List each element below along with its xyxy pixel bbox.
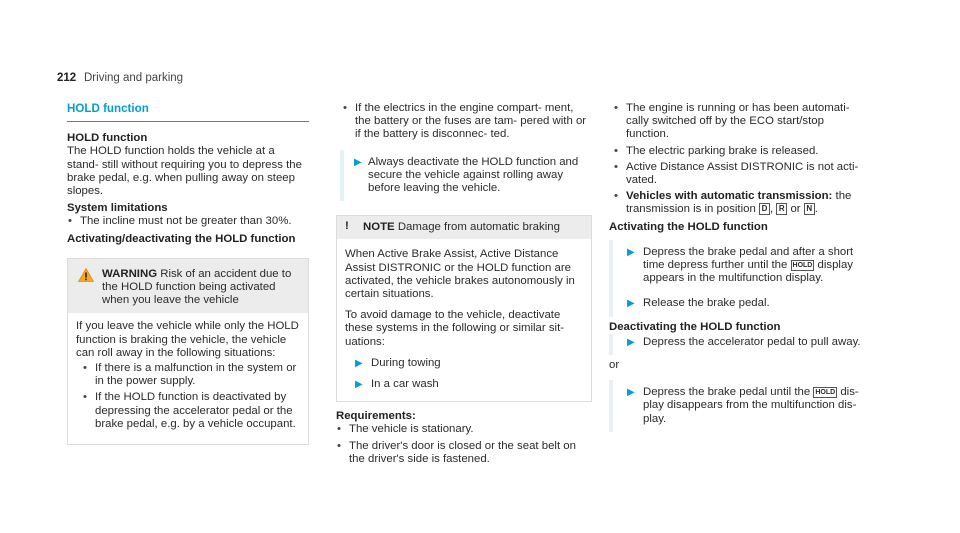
step-item xyxy=(345,357,583,370)
step-arrow-icon: ▶ xyxy=(355,357,363,369)
step-item xyxy=(345,378,583,391)
or-text: or xyxy=(609,359,620,372)
step-arrow-icon: ▶ xyxy=(627,387,635,399)
step-text: Depress the accelerator pedal to pull away. xyxy=(643,335,861,348)
list-item: • If there is a malfunction in the system or in the power supply. xyxy=(82,362,300,388)
list-item: • Active Distance Assist DISTRONIC is not acti- vated. xyxy=(613,161,865,187)
gear-r-icon: R xyxy=(776,203,787,215)
step-arrow-icon: ▶ xyxy=(627,298,635,310)
list-item: • The vehicle is stationary. xyxy=(336,423,592,436)
limits-list xyxy=(67,215,309,228)
requirements-heading: Requirements: xyxy=(336,410,416,423)
list-item: • The incline must not be greater than 30%. xyxy=(67,215,309,228)
column-1 xyxy=(67,102,309,445)
section-title: HOLD function xyxy=(67,102,309,122)
step-text: During towing xyxy=(371,356,441,369)
step-bar xyxy=(609,240,865,317)
note-text: Damage from automatic braking xyxy=(397,221,560,234)
step-item xyxy=(613,297,865,310)
continued-list xyxy=(342,102,592,142)
list-item xyxy=(613,190,865,216)
hold-display-icon: HOLD xyxy=(792,262,813,270)
warning-body-text: If you leave the vehicle while only the HOLD function is braking the vehicle, the vehicle can roll away in the following situations: xyxy=(76,320,299,359)
step-text: Release the brake pedal. xyxy=(643,297,770,310)
note-body-text: When Active Brake Assist, Active Distance Assist DISTRONIC or the HOLD function are activated, the vehicle brakes autonomously in certain situations. xyxy=(345,248,575,301)
warning-list xyxy=(82,362,300,431)
page-header-title: Driving and parking xyxy=(84,72,184,84)
note-label: NOTE xyxy=(363,221,395,234)
step-item xyxy=(613,246,865,286)
activating-hold-heading: Activating the HOLD function xyxy=(609,220,768,233)
warning-label: WARNING xyxy=(102,267,158,280)
requirements-list-continued xyxy=(613,102,865,217)
step-text: Always deactivate the HOLD function and secure the vehicle against rolling away before leaving the vehicle. xyxy=(368,155,579,195)
step-arrow-icon: ▶ xyxy=(627,246,635,258)
step-arrow-icon: ▶ xyxy=(354,156,362,168)
warning-body xyxy=(68,313,308,444)
or-word: or xyxy=(787,203,804,216)
note-avoid-text: To avoid damage to the vehicle, deactivate these systems in the following or similar sit- uations: xyxy=(345,309,565,348)
transmission-label: Vehicles with automatic transmission: xyxy=(626,190,833,203)
step-item xyxy=(344,156,592,196)
list-item: • The electric parking brake is released. xyxy=(613,145,865,158)
gear-d-icon: D xyxy=(759,203,770,215)
warning-header xyxy=(68,259,308,314)
gear-n-icon: N xyxy=(804,203,815,215)
step-item xyxy=(613,336,865,349)
intro-text: The HOLD function holds the vehicle at a stand- still without requiring you to depress the brake pedal, e.g. when pulling away on steep slopes. xyxy=(67,145,302,198)
exclamation-icon: ! xyxy=(345,220,349,233)
list-item: • If the electrics in the engine compart- ment, the battery or the fuses are tam- pered with or if the battery is disconnec- ted. xyxy=(342,102,592,142)
column-3 xyxy=(609,102,865,432)
list-item: • The engine is running or has been automati- cally switched off by the ECO start/stop function. xyxy=(613,102,865,142)
step-arrow-icon: ▶ xyxy=(627,336,635,348)
separator: , xyxy=(769,203,777,216)
warning-box xyxy=(67,258,309,445)
warning-triangle-icon xyxy=(78,268,94,282)
hold-display-icon: HOLD xyxy=(815,389,836,397)
transmission-text: the transmission is in position xyxy=(626,190,852,216)
step-bar xyxy=(609,334,865,355)
page-number: 212 xyxy=(57,72,77,84)
warning-text: Risk of an accident due to the HOLD function being activated when you leave the vehicle xyxy=(102,267,292,307)
step-text: In a car wash xyxy=(371,378,439,391)
deactivating-hold-heading: Deactivating the HOLD function xyxy=(609,320,781,333)
note-header xyxy=(337,216,591,239)
step-item xyxy=(613,386,865,426)
subsection-title: HOLD function xyxy=(67,132,148,145)
requirements-list xyxy=(336,423,592,466)
step-bar xyxy=(340,150,592,202)
note-body xyxy=(337,239,591,401)
period: . xyxy=(814,203,818,216)
list-item: • The driver's door is closed or the seat belt on the driver's side is fastened. xyxy=(336,440,592,466)
step-text-cont: dis- play disappears from the multifunction dis- play. xyxy=(643,386,859,425)
step-arrow-icon: ▶ xyxy=(355,379,363,391)
step-text: Depress the brake pedal and after a short time depress further until the xyxy=(643,245,854,272)
step-bar xyxy=(609,380,865,432)
column-2 xyxy=(336,102,592,469)
limits-heading: System limitations xyxy=(67,202,168,215)
activating-heading: Activating/deactivating the HOLD function xyxy=(67,232,296,245)
step-text-cont: display appears in the multifunction display. xyxy=(643,259,853,285)
list-item: • If the HOLD function is deactivated by depressing the accelerator pedal or the brake pedal, e.g. by a vehicle occupant. xyxy=(82,391,300,431)
note-box xyxy=(336,215,592,402)
step-text: Depress the brake pedal until the xyxy=(643,386,814,399)
